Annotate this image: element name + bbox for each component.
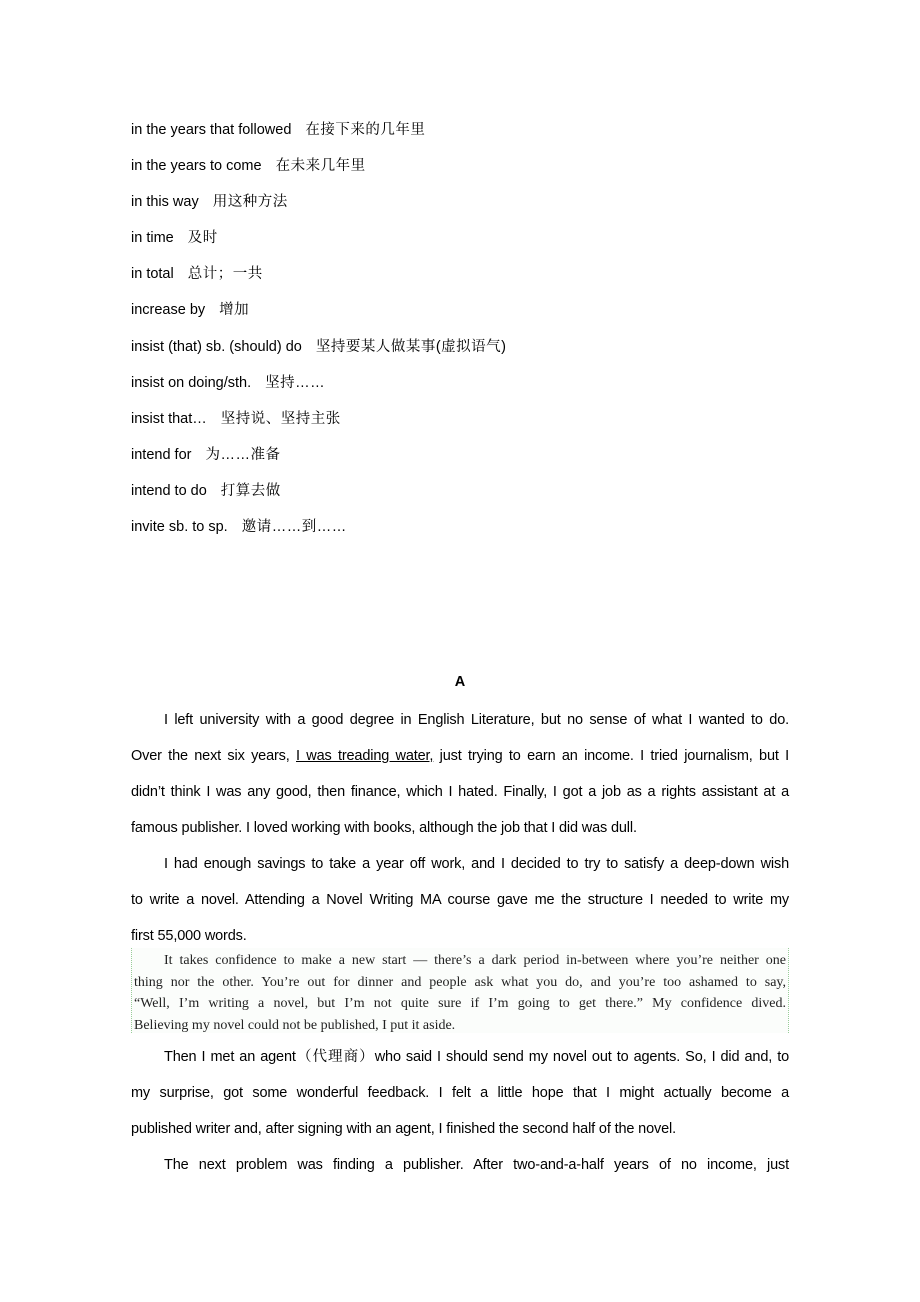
vocab-entry (131, 408, 507, 444)
quoted-image-paragraph (131, 948, 789, 1033)
text-line (131, 744, 789, 780)
text-segment: Over the next six years, (131, 748, 297, 764)
vocab-chinese: 坚持说、坚持主张 (220, 410, 341, 427)
vocab-entry (131, 227, 507, 263)
vocab-entry (131, 372, 507, 408)
vocab-entry (131, 444, 507, 480)
vocab-entry (131, 155, 507, 191)
vocab-chinese: 坚持…… (265, 374, 326, 391)
vocab-english: in time (131, 230, 174, 247)
vocab-chinese: 及时 (187, 230, 218, 247)
vocab-entry (131, 119, 507, 155)
vocab-chinese: 在未来几年里 (275, 158, 366, 175)
vocab-english: insist (that) sb. (should) do (131, 338, 302, 355)
vocabulary-list (131, 119, 507, 552)
vocab-entry (131, 263, 507, 299)
vocab-english: in the years to come (131, 158, 262, 175)
text-line: I had enough savings to take a year off work, and I decided to try to satisfy a deep-down wish (164, 856, 789, 872)
text-line: The next problem was finding a publisher. After two-and-a-half years of no income, just (164, 1157, 789, 1173)
vocab-entry (131, 480, 507, 516)
text-line: famous publisher. I loved working with books, although the job that I did was dull. (131, 820, 637, 836)
text-line: my surprise, got some wonderful feedback. I felt a little hope that I might actually become a (131, 1085, 789, 1101)
paragraph-2 (131, 852, 789, 960)
vocab-chinese: 打算去做 (220, 482, 281, 499)
vocab-entry (131, 191, 507, 227)
vocab-english: intend for (131, 446, 192, 463)
vocab-entry (131, 516, 507, 552)
vocab-entry (131, 299, 507, 335)
text-line: Then I met an agent（代理商）who said I should send my novel out to agents. So, I did and, to (164, 1049, 789, 1065)
vocab-chinese: 在接下来的几年里 (305, 122, 426, 138)
vocab-chinese: 总计；一共 (187, 266, 263, 283)
text-segment: just trying to earn an income. I tried journalism, but I (433, 748, 789, 764)
vocab-english: in total (131, 266, 174, 283)
text-line: first 55,000 words. (131, 928, 247, 944)
vocab-english: intend to do (131, 482, 207, 499)
vocab-english: insist on doing/sth. (131, 374, 252, 391)
vocab-chinese: 用这种方法 (212, 194, 288, 211)
text-line: “Well, I’m writing a novel, but I’m not quite sure if I’m going to get there.” My confidence dived. (134, 996, 786, 1011)
paragraph-1 (131, 708, 789, 852)
vocab-english: invite sb. to sp. (131, 519, 228, 536)
paragraph-3 (131, 1045, 789, 1153)
vocab-chinese: 坚持要某人做某事(虚拟语气) (315, 338, 507, 355)
vocab-entry (131, 336, 507, 372)
vocab-english: in this way (131, 194, 199, 211)
text-line: published writer and, after signing with an agent, I finished the second half of the novel. (131, 1121, 676, 1137)
vocab-english: insist that… (131, 410, 207, 427)
passage-body (131, 708, 789, 1189)
vocab-english: increase by (131, 302, 206, 319)
vocab-chinese: 邀请……到…… (241, 519, 347, 536)
vocab-chinese: 增加 (219, 302, 250, 319)
vocab-chinese: 为……准备 (205, 446, 281, 463)
passage-heading: A (454, 674, 466, 690)
text-line: I left university with a good degree in English Literature, but no sense of what I wanted to do. (164, 712, 789, 728)
underlined-phrase: I was treading water, (296, 748, 434, 764)
text-line: didn’t think I was any good, then finance, which I hated. Finally, I got a job as a rights assistant at a (131, 784, 789, 800)
text-line: Believing my novel could not be published, I put it aside. (134, 1017, 456, 1033)
text-line: thing nor the other. You’re out for dinner and people ask what you do, and you’re too ashamed to say, (134, 974, 786, 990)
text-line: It takes confidence to make a new start — there’s a dark period in-between where you’re neither one (164, 953, 786, 968)
vocab-english: in the years that followed (131, 122, 292, 138)
text-line: to write a novel. Attending a Novel Writing MA course gave me the structure I needed to write my (131, 892, 789, 908)
paragraph-4 (131, 1153, 789, 1189)
